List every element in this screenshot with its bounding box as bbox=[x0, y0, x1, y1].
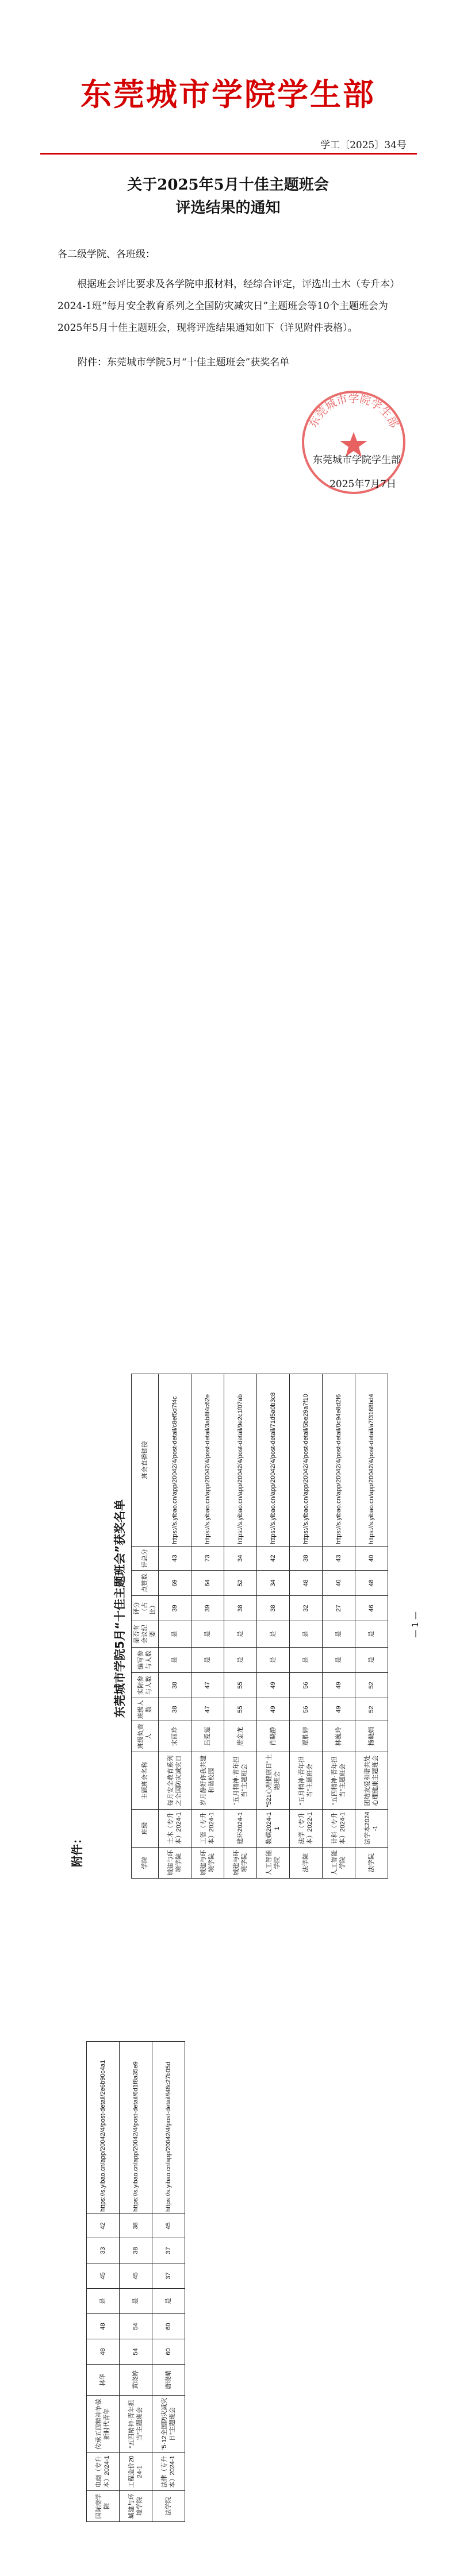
notice-title-line1: 关于2025年5月十佳主题班会 bbox=[127, 176, 329, 194]
attachment-reference: 附件：东莞城市学院5月“十佳主题班会”获奖名单 bbox=[78, 357, 290, 368]
table-cell: 数媒2024-11 bbox=[257, 1810, 290, 1848]
org-header-title: 东莞城市学院学生部 bbox=[81, 76, 375, 113]
attachment-label: 附件： bbox=[70, 1833, 84, 1867]
attachment-continued-page bbox=[0, 1930, 456, 2576]
table-cell: 49 bbox=[323, 1698, 355, 1721]
table-row bbox=[323, 1374, 355, 1879]
table-cell: 岁月静好你我共建和谐校园 bbox=[191, 1752, 224, 1810]
table-cell: “五四精神·青年担当”主题班会 bbox=[120, 2396, 152, 2453]
table-cell: 69 bbox=[159, 1571, 191, 1596]
table-row bbox=[120, 2042, 152, 2522]
table-cell: 传承五四精神争做新时代青年 bbox=[87, 2396, 120, 2453]
table-cell: 52 bbox=[355, 1698, 388, 1721]
table-cell: 是 bbox=[152, 2289, 185, 2314]
table-cell: 建环2024-1 bbox=[224, 1810, 257, 1848]
table-cell: 55 bbox=[224, 1673, 257, 1698]
table-cell: 43 bbox=[323, 1547, 355, 1571]
table-cell: “五月精神·青年担当”主题班会 bbox=[290, 1752, 323, 1810]
table-cell: 人工智能学院 bbox=[323, 1848, 355, 1879]
table-cell: 48 bbox=[87, 2339, 120, 2365]
table-cell: 是 bbox=[355, 1648, 388, 1673]
table-cell: 工程造价2024-1 bbox=[120, 2453, 152, 2491]
award-table bbox=[131, 1374, 388, 1879]
table-cell: 是 bbox=[224, 1648, 257, 1673]
table-cell: 52 bbox=[224, 1571, 257, 1596]
document-number: 学工〔2025〕34号 bbox=[320, 140, 407, 151]
table-cell: 49 bbox=[323, 1673, 355, 1698]
table-cell: 38 bbox=[120, 2238, 152, 2263]
table-cell: 52 bbox=[355, 1673, 388, 1698]
table-cell-link[interactable]: https://s.yibao.cn/app/20042/4/post-detail/3ab8f4c62e bbox=[191, 1374, 224, 1547]
table-cell-link[interactable]: https://s.yibao.cn/app/20042/4/post-detail/6d1f8a35e9 bbox=[120, 2042, 152, 2214]
table-cell: 39 bbox=[159, 1596, 191, 1621]
attachment-page bbox=[0, 643, 456, 1930]
table-cell: “五四精神·青年担当”主题班会 bbox=[323, 1752, 355, 1810]
table-cell: 是 bbox=[323, 1621, 355, 1648]
table-cell: 国际商学院 bbox=[87, 2491, 120, 2522]
table-cell: 是 bbox=[257, 1621, 290, 1648]
table-cell: 54 bbox=[120, 2314, 152, 2339]
table-row bbox=[159, 1374, 191, 1879]
table-cell: 人工智能学院 bbox=[257, 1848, 290, 1879]
table-cell: 40 bbox=[355, 1547, 388, 1571]
table-cell: 吕爱莲 bbox=[191, 1721, 224, 1752]
table-cell: “5·12全国防灾减灾日”主题班会 bbox=[152, 2396, 185, 2453]
table-cell: 每月安全教育系列之全国防灾减灾日 bbox=[159, 1752, 191, 1810]
table-cell: 是 bbox=[159, 1621, 191, 1648]
table-header-cell: 班级 bbox=[132, 1810, 159, 1848]
table-cell: 32 bbox=[290, 1596, 323, 1621]
table-cell: 法律（专升本）2024-1 bbox=[152, 2453, 185, 2491]
table-cell: 是 bbox=[191, 1648, 224, 1673]
award-table-continued-block bbox=[86, 1982, 185, 2522]
table-cell: “521心理健康日”主题班会 bbox=[257, 1752, 290, 1810]
table-cell: 林华 bbox=[87, 2365, 120, 2396]
award-table-title: 东莞城市学院5月“十佳主题班会”获奖名单 bbox=[113, 1499, 127, 1718]
table-row bbox=[87, 2042, 120, 2522]
table-cell: 47 bbox=[191, 1673, 224, 1698]
table-cell: 是 bbox=[355, 1621, 388, 1648]
table-header-cell: 主题班会名称 bbox=[132, 1752, 159, 1810]
notice-title bbox=[0, 173, 456, 219]
table-cell: 宋丽珍 bbox=[159, 1721, 191, 1752]
table-cell: 60 bbox=[152, 2314, 185, 2339]
table-cell: 40 bbox=[323, 1571, 355, 1596]
table-cell: 49 bbox=[257, 1673, 290, 1698]
table-cell: 工管（专升本）2024-1 bbox=[191, 1810, 224, 1848]
page-number: — 1 — bbox=[411, 1611, 420, 1638]
table-header-cell: 班会直播链接 bbox=[132, 1374, 159, 1547]
table-cell: 42 bbox=[257, 1547, 290, 1571]
table-cell: 47 bbox=[191, 1698, 224, 1721]
table-cell: 38 bbox=[120, 2214, 152, 2238]
award-table-continued bbox=[86, 2041, 185, 2522]
table-cell: 是 bbox=[224, 1621, 257, 1648]
signing-date: 2025年7月7日 bbox=[329, 479, 396, 490]
table-cell-link[interactable]: https://s.yibao.cn/app/20042/4/post-detail/71d5a0b3c8 bbox=[257, 1374, 290, 1547]
table-cell: 法学本2024-1 bbox=[355, 1810, 388, 1848]
signing-unit: 东莞城市学院学生部 bbox=[313, 454, 401, 466]
table-cell: 48 bbox=[87, 2314, 120, 2339]
table-cell-link[interactable]: https://s.yibao.cn/app/20042/4/post-detail/c8ef5d7f4c bbox=[159, 1374, 191, 1547]
table-cell: 是 bbox=[120, 2289, 152, 2314]
table-cell: 64 bbox=[191, 1571, 224, 1596]
table-cell: 杨晓娟 bbox=[355, 1721, 388, 1752]
table-cell: 土木（专升本）2024-1 bbox=[159, 1810, 191, 1848]
table-cell-link[interactable]: https://s.yibao.cn/app/20042/4/post-detail/9e2c1f07ab bbox=[224, 1374, 257, 1547]
table-cell: 唐晓晴 bbox=[152, 2365, 185, 2396]
table-cell: 是 bbox=[159, 1648, 191, 1673]
award-table-block bbox=[108, 1339, 388, 1879]
table-header-cell: 班级人数 bbox=[132, 1698, 159, 1721]
table-cell: 覃胜婷 bbox=[290, 1721, 323, 1752]
table-cell: 电商（专升本）2024-1 bbox=[87, 2453, 120, 2491]
table-cell: 48 bbox=[355, 1571, 388, 1596]
table-cell: 黄晓婷 bbox=[120, 2365, 152, 2396]
table-cell: “五月精神·青年担当”主题班会 bbox=[224, 1752, 257, 1810]
table-cell: 肖晓静 bbox=[257, 1721, 290, 1752]
table-cell: 27 bbox=[323, 1596, 355, 1621]
table-row bbox=[191, 1374, 224, 1879]
table-header-cell: 是否有会议纪要 bbox=[132, 1621, 159, 1648]
table-cell: 城建与环境学院 bbox=[224, 1848, 257, 1879]
table-cell: 42 bbox=[87, 2214, 120, 2238]
table-row bbox=[152, 2042, 185, 2522]
table-cell: 是 bbox=[323, 1648, 355, 1673]
table-cell-link[interactable]: https://s.yibao.cn/app/20042/4/post-detail/f48c27b05d bbox=[152, 2042, 185, 2214]
table-cell: 38 bbox=[224, 1596, 257, 1621]
table-cell: 37 bbox=[152, 2238, 185, 2263]
table-cell: 46 bbox=[355, 1596, 388, 1621]
notice-page bbox=[0, 0, 456, 643]
table-cell: 唐金龙 bbox=[224, 1721, 257, 1752]
table-cell: 法学（专升本）2022-1 bbox=[290, 1810, 323, 1848]
table-cell: 是 bbox=[290, 1621, 323, 1648]
table-cell: 55 bbox=[224, 1698, 257, 1721]
table-cell: 38 bbox=[290, 1547, 323, 1571]
table-header-row bbox=[132, 1374, 159, 1879]
table-cell: 法学院 bbox=[290, 1848, 323, 1879]
table-cell: 38 bbox=[159, 1673, 191, 1698]
table-cell-link[interactable]: https://s.yibao.cn/app/20042/4/post-detail/2e6b90c4a1 bbox=[87, 2042, 120, 2214]
table-cell: 49 bbox=[257, 1698, 290, 1721]
table-cell: 是 bbox=[87, 2289, 120, 2314]
table-cell: 54 bbox=[120, 2339, 152, 2365]
table-cell: 林巍玲 bbox=[323, 1721, 355, 1752]
table-cell: 73 bbox=[191, 1547, 224, 1571]
table-cell: 是 bbox=[290, 1648, 323, 1673]
table-cell: 45 bbox=[87, 2263, 120, 2289]
table-cell-link[interactable]: https://s.yibao.cn/app/20042/4/post-detail/0c94e8d2f6 bbox=[323, 1374, 355, 1547]
table-cell: 45 bbox=[152, 2214, 185, 2238]
table-cell: 56 bbox=[290, 1698, 323, 1721]
notice-body: 根据班会评比要求及各学院申报材料，经综合评定，评选出土木（专升本）2024-1班“每月安全教育系列之全国防灾减灾日”主题班会等10个主题班会为2025年5月十佳主题班会，现将评选结果通知如下（详见附件表格）。 bbox=[58, 279, 400, 334]
table-row bbox=[224, 1374, 257, 1879]
table-cell: 城建与环境学院 bbox=[159, 1848, 191, 1879]
table-cell: 38 bbox=[257, 1596, 290, 1621]
table-cell: 法学院 bbox=[355, 1848, 388, 1879]
table-cell: 43 bbox=[159, 1547, 191, 1571]
red-divider bbox=[40, 153, 417, 155]
table-cell: 城建与环境学院 bbox=[191, 1848, 224, 1879]
table-cell: 城建与环境学院 bbox=[120, 2491, 152, 2522]
table-cell: 团结友爱和谐共处心理健康主题班会 bbox=[355, 1752, 388, 1810]
table-cell-link[interactable]: https://s.yibao.cn/app/20042/4/post-detail/5be29a7f10 bbox=[290, 1374, 323, 1547]
table-header-cell: 实际参与人数 bbox=[132, 1673, 159, 1698]
table-cell: 33 bbox=[87, 2238, 120, 2263]
table-cell: 34 bbox=[257, 1571, 290, 1596]
table-header-cell: 评分（占比） bbox=[132, 1596, 159, 1621]
notice-title-line2: 评选结果的通知 bbox=[175, 199, 281, 217]
table-cell: 法学院 bbox=[152, 2491, 185, 2522]
table-header-cell: 评总分 bbox=[132, 1547, 159, 1571]
table-cell-link[interactable]: https://s.yibao.cn/app/20042/4/post-detail/a7f3168bd4 bbox=[355, 1374, 388, 1547]
table-header-cell: 班级负责人 bbox=[132, 1721, 159, 1752]
svg-text:东莞城市学院学生部: 东莞城市学院学生部 bbox=[306, 392, 401, 430]
table-row bbox=[355, 1374, 388, 1879]
table-row bbox=[257, 1374, 290, 1879]
table-cell: 38 bbox=[159, 1698, 191, 1721]
table-header-cell: 编写参与人数 bbox=[132, 1648, 159, 1673]
table-cell: 计科（专升本）2024-1 bbox=[323, 1810, 355, 1848]
table-cell: 是 bbox=[257, 1648, 290, 1673]
table-cell: 45 bbox=[120, 2263, 152, 2289]
table-header-cell: 学院 bbox=[132, 1848, 159, 1879]
table-cell: 56 bbox=[290, 1673, 323, 1698]
table-cell: 34 bbox=[224, 1547, 257, 1571]
table-cell: 37 bbox=[152, 2263, 185, 2289]
table-cell: 39 bbox=[191, 1596, 224, 1621]
table-header-cell: 点赞数 bbox=[132, 1571, 159, 1596]
table-cell: 48 bbox=[290, 1571, 323, 1596]
table-cell: 是 bbox=[191, 1621, 224, 1648]
table-row bbox=[290, 1374, 323, 1879]
table-cell: 60 bbox=[152, 2339, 185, 2365]
addressee: 各二级学院、各班级： bbox=[58, 249, 155, 260]
